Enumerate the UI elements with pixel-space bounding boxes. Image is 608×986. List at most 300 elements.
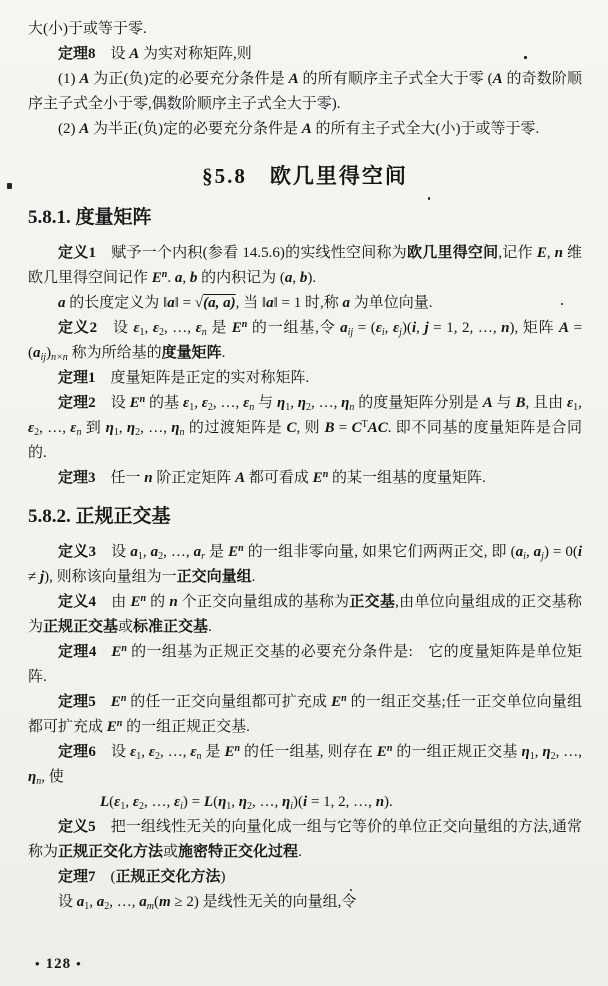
text-run: A bbox=[482, 395, 493, 411]
text-run: 的过渡矩阵是 bbox=[184, 420, 287, 436]
text-run: 的基 bbox=[145, 395, 184, 411]
text-run: B bbox=[515, 395, 526, 411]
text-run: ε bbox=[243, 395, 250, 411]
text-run: 2 bbox=[104, 901, 110, 912]
text-run: 定理1 bbox=[58, 370, 96, 386]
text-run: E bbox=[231, 320, 242, 336]
text-run: , bbox=[525, 544, 534, 560]
text-run: a bbox=[342, 295, 351, 311]
text-run: C bbox=[286, 420, 297, 436]
text-run: n bbox=[386, 743, 393, 754]
text-run: 施密特正交化过程 bbox=[178, 844, 299, 860]
text-run: 定理6 bbox=[58, 744, 96, 760]
text-run: 设 bbox=[95, 46, 130, 62]
text-run: AC bbox=[367, 420, 388, 436]
text-run: j bbox=[399, 327, 402, 338]
text-run: ε bbox=[173, 794, 181, 810]
text-run: 2 bbox=[207, 402, 213, 413]
text-run: L bbox=[203, 794, 214, 810]
text-run: 维欧几里得空间记作 bbox=[28, 245, 582, 286]
theorem-2 bbox=[28, 391, 582, 466]
text-run: 称为所给基的 bbox=[67, 345, 162, 361]
text-run: 正规正交化方法 bbox=[58, 844, 164, 860]
text-run: ( bbox=[154, 894, 159, 910]
text-run: ), 矩阵 bbox=[509, 320, 559, 336]
text-run: 1 bbox=[573, 402, 579, 413]
text-run: 正规正交基 bbox=[43, 619, 119, 635]
text-run: 定义1 bbox=[58, 245, 96, 261]
text-run: E bbox=[111, 644, 122, 660]
text-run: n bbox=[144, 470, 153, 486]
section-heading bbox=[28, 162, 582, 190]
text-run: , …, bbox=[143, 794, 174, 810]
text-run: n bbox=[238, 543, 244, 554]
text-run: 都可看成 bbox=[245, 470, 313, 486]
text-run: η bbox=[171, 420, 180, 436]
text-run: 的任一组基, 则存在 bbox=[240, 744, 377, 760]
text-run: i bbox=[381, 327, 385, 338]
text-run: 定理5 bbox=[58, 694, 96, 710]
definition-1 bbox=[28, 241, 582, 291]
text-run: 的度量矩阵分别是 bbox=[354, 395, 483, 411]
text-run: ij bbox=[347, 327, 354, 338]
text-run: ε bbox=[183, 395, 190, 411]
text-run: η bbox=[521, 744, 530, 760]
subsection-5-8-2 bbox=[28, 504, 582, 530]
text-run: ‖ = bbox=[174, 295, 195, 311]
text-run: 1 bbox=[285, 402, 291, 413]
text-run: a bbox=[284, 270, 293, 286]
text-run: a bbox=[340, 320, 348, 336]
text-run: A bbox=[492, 71, 503, 87]
text-run: = ( bbox=[353, 320, 376, 336]
text-run: 的内积记为 ( bbox=[197, 270, 285, 286]
definition-3 bbox=[28, 540, 582, 590]
text-run: (a, a) bbox=[203, 295, 236, 311]
text-run: ε bbox=[28, 420, 35, 436]
footer-bullet-left: • bbox=[35, 956, 41, 971]
text-run: 1 bbox=[136, 751, 142, 762]
text-run: A bbox=[301, 121, 312, 137]
text-run: n bbox=[554, 245, 563, 261]
definition-4 bbox=[28, 590, 582, 640]
text-run: ,由单位向量组成的正交基称为 bbox=[28, 594, 582, 635]
text-run: ), 则称该向量组为一 bbox=[44, 569, 177, 585]
text-run: 的一组非零向量, 如果它们两两正交, 即 ( bbox=[243, 544, 516, 560]
text-run: ε bbox=[190, 744, 197, 760]
text-run: η bbox=[218, 794, 227, 810]
text-run: B bbox=[324, 420, 335, 436]
text-run: 正规正交化方法 bbox=[115, 869, 221, 885]
text-run: 度量矩阵 bbox=[161, 345, 222, 361]
text-run: 2 bbox=[247, 801, 253, 812]
text-run: j bbox=[39, 569, 45, 585]
text-run: ( bbox=[109, 794, 115, 810]
text-run: r bbox=[201, 551, 205, 562]
text-run: , …, bbox=[140, 420, 172, 436]
text-run: ) = 0( bbox=[543, 544, 578, 560]
theorem-5 bbox=[28, 690, 582, 740]
text-run: A bbox=[79, 71, 90, 87]
text-run: i bbox=[411, 320, 417, 336]
text-run: a bbox=[193, 544, 202, 560]
text-run: ε bbox=[132, 794, 139, 810]
text-run: . bbox=[167, 270, 175, 286]
text-run: 定义4 bbox=[58, 594, 96, 610]
text-run: 1 bbox=[113, 427, 119, 438]
text-run: √ bbox=[194, 295, 204, 311]
text-run: i bbox=[290, 801, 294, 812]
text-run: j bbox=[541, 551, 544, 562]
theorem-8-item-1 bbox=[28, 67, 582, 117]
text-run: , bbox=[142, 544, 151, 560]
text-run: 的所有顺序主子式全大于零 ( bbox=[298, 71, 493, 87]
text-run: n bbox=[179, 427, 185, 438]
text-run: , bbox=[144, 320, 153, 336]
text-run: 是 bbox=[201, 744, 225, 760]
text-run: )( bbox=[401, 320, 412, 336]
text-run: , …, bbox=[163, 320, 196, 336]
text-run: , bbox=[290, 395, 298, 411]
text-run: n bbox=[161, 269, 168, 280]
text-run: , bbox=[194, 395, 202, 411]
text-run: 2 bbox=[138, 801, 144, 812]
text-run: 大(小)于或等于零. bbox=[28, 21, 147, 37]
text-run: T bbox=[361, 419, 368, 430]
text-run: , bbox=[125, 794, 133, 810]
text-run: 设 bbox=[95, 744, 131, 760]
text-run: n bbox=[375, 794, 385, 810]
text-run: n bbox=[501, 320, 510, 336]
text-run: 的一组基为正规正交基的必要充分条件是: 它的度量矩阵是单位矩阵. bbox=[28, 644, 582, 685]
text-run: 度量矩阵是正定的实对称矩阵. bbox=[95, 370, 310, 386]
text-run: 为实对称矩阵,则 bbox=[139, 46, 252, 62]
text-run: 由 bbox=[96, 594, 131, 610]
text-run: 1 bbox=[139, 327, 145, 338]
text-run: n bbox=[201, 327, 207, 338]
text-run: L bbox=[100, 794, 110, 810]
text-run bbox=[96, 644, 111, 660]
text-run: 的一组正规正交基. bbox=[122, 719, 250, 735]
text-run: 2 bbox=[550, 751, 556, 762]
text-run: , …, bbox=[39, 420, 71, 436]
text-run: , bbox=[182, 270, 190, 286]
text-run: a bbox=[174, 270, 183, 286]
text-run: 或 bbox=[118, 619, 134, 635]
text-run: i bbox=[577, 544, 583, 560]
text-run: , 使 bbox=[41, 769, 64, 785]
text-run: E bbox=[130, 594, 141, 610]
text-run: ε bbox=[130, 744, 137, 760]
text-run: 的一组基,令 bbox=[247, 320, 341, 336]
text-run: 1 bbox=[120, 801, 126, 812]
text-run: , …, bbox=[212, 395, 244, 411]
text-run: , bbox=[118, 420, 127, 436]
text-run: , …, bbox=[160, 744, 191, 760]
text-run: n bbox=[169, 594, 178, 610]
text-run: 2 bbox=[135, 427, 141, 438]
text-run: η bbox=[238, 794, 248, 810]
text-run: 欧几里得空间 bbox=[406, 245, 499, 261]
text-run: ε bbox=[152, 320, 159, 336]
text-run: 为半正(负)定的必要充分条件是 bbox=[89, 121, 302, 137]
scan-speck bbox=[7, 183, 12, 189]
text-run: 正交基 bbox=[349, 594, 396, 610]
text-run: i bbox=[180, 801, 183, 812]
vector-length-note bbox=[28, 291, 582, 316]
text-run: η bbox=[542, 744, 551, 760]
text-run: n bbox=[249, 402, 255, 413]
text-run: 定理4 bbox=[58, 644, 97, 660]
text-run: , bbox=[534, 744, 543, 760]
text-run: , bbox=[546, 245, 555, 261]
text-run: 5.8.1. 度量矩阵 bbox=[28, 207, 152, 228]
text-run: ). bbox=[384, 794, 393, 810]
text-run: . bbox=[221, 345, 226, 361]
theorem-8 bbox=[28, 42, 582, 67]
text-run: , 当 ‖ bbox=[235, 295, 267, 311]
text-run: , bbox=[384, 320, 393, 336]
text-run: A bbox=[79, 121, 90, 137]
text-run: E bbox=[129, 395, 140, 411]
text-run: 定理8 bbox=[58, 46, 96, 62]
text-run: ) = bbox=[182, 794, 204, 810]
text-run: η bbox=[282, 794, 291, 810]
text-run: E bbox=[224, 744, 235, 760]
text-run bbox=[96, 694, 111, 710]
theorem-7 bbox=[28, 865, 582, 890]
text-run: n bbox=[349, 402, 355, 413]
text-run: ε bbox=[133, 320, 140, 336]
text-run: a bbox=[76, 894, 85, 910]
text-run: E bbox=[312, 470, 323, 486]
text-run: , bbox=[231, 794, 239, 810]
text-run: 2 bbox=[34, 427, 40, 438]
text-run: 定义5 bbox=[58, 819, 96, 835]
scan-speck bbox=[561, 303, 563, 305]
page-number: 128 bbox=[45, 956, 72, 972]
text-run: 是 bbox=[204, 544, 229, 560]
text-run: 2 bbox=[158, 327, 164, 338]
text-run: E bbox=[151, 270, 162, 286]
text-run: a bbox=[167, 295, 175, 311]
text-run: a bbox=[515, 544, 524, 560]
text-run: n×n bbox=[51, 352, 68, 363]
text-run: ( bbox=[95, 869, 116, 885]
theorem-3 bbox=[28, 466, 582, 491]
text-run: , …, bbox=[311, 395, 342, 411]
text-run: n bbox=[139, 394, 146, 405]
text-run: ε bbox=[393, 320, 400, 336]
text-run: . bbox=[208, 619, 212, 635]
scan-speck bbox=[428, 197, 430, 200]
text-run: n bbox=[341, 693, 347, 704]
text-run: 与 bbox=[492, 395, 516, 411]
text-run: 1 bbox=[189, 402, 195, 413]
text-run: (2) bbox=[58, 121, 80, 137]
text-run: 的 bbox=[146, 594, 170, 610]
text-run: ε bbox=[114, 794, 121, 810]
text-run: (1) bbox=[58, 71, 80, 87]
text-run: , bbox=[141, 744, 149, 760]
text-run: η bbox=[105, 420, 114, 436]
text-run: 把一组线性无关的向量化成一组与它等价的单位正交向量组的方法,通常称为 bbox=[28, 819, 582, 860]
text-run: n bbox=[120, 693, 127, 704]
text-run: 2 bbox=[306, 402, 312, 413]
text-run: A bbox=[288, 71, 299, 87]
text-run: 设 bbox=[95, 395, 130, 411]
text-run: = bbox=[334, 420, 352, 436]
text-run: ε bbox=[195, 320, 202, 336]
text-run: n bbox=[322, 469, 329, 480]
text-run: 到 bbox=[81, 420, 106, 436]
text-run: A bbox=[235, 470, 246, 486]
text-run: ε bbox=[70, 420, 77, 436]
text-run: η bbox=[276, 395, 286, 411]
text-run: §5.8 欧几里得空间 bbox=[202, 164, 408, 188]
text-run: i bbox=[523, 551, 526, 562]
text-run: . 即不同基的度量矩阵是合同的. bbox=[28, 420, 582, 461]
text-run: 1 bbox=[84, 901, 90, 912]
text-run: m bbox=[146, 901, 154, 912]
text-run: 任一 bbox=[95, 470, 145, 486]
text-run: , 且由 bbox=[525, 395, 568, 411]
text-run: 1 bbox=[529, 751, 535, 762]
text-run: . bbox=[251, 569, 256, 585]
text-run: η bbox=[297, 395, 307, 411]
text-run: a bbox=[266, 295, 274, 311]
text-run: i bbox=[303, 794, 308, 810]
text-run: η bbox=[126, 420, 136, 436]
text-run: E bbox=[376, 744, 387, 760]
text-run: , 则 bbox=[296, 420, 325, 436]
text-run: n bbox=[36, 776, 42, 787]
text-run: , …, bbox=[555, 744, 583, 760]
footer-bullet-right: • bbox=[76, 956, 82, 971]
text-run: ‖ = 1 时,称 bbox=[273, 295, 343, 311]
scan-speck bbox=[524, 56, 527, 59]
text-run: A bbox=[129, 46, 140, 62]
text-run: , …, bbox=[252, 794, 283, 810]
text-run: ≠ bbox=[28, 569, 40, 585]
text-run: 的奇数阶顺序主子式全小于零,偶数阶顺序主子式全大于零). bbox=[28, 71, 582, 112]
text-run: 阶正定矩阵 bbox=[152, 470, 236, 486]
text-run: a bbox=[33, 345, 41, 361]
text-run: 个正交向量组成的基称为 bbox=[177, 594, 350, 610]
text-run: n bbox=[196, 751, 202, 762]
text-run: )( bbox=[293, 794, 304, 810]
text-run: 设 bbox=[58, 894, 77, 910]
text-run: , bbox=[89, 894, 97, 910]
definition-5 bbox=[28, 815, 582, 865]
theorem-1 bbox=[28, 366, 582, 391]
text-run: 与 bbox=[254, 395, 277, 411]
text-run: A bbox=[558, 320, 569, 336]
text-run: ,记作 bbox=[498, 245, 537, 261]
text-run: 为正(负)定的必要充分条件是 bbox=[89, 71, 289, 87]
text-run: n bbox=[76, 427, 82, 438]
page-footer bbox=[30, 956, 87, 973]
text-run: a bbox=[58, 295, 66, 311]
text-run: = ( bbox=[28, 320, 583, 361]
text-run: 2 bbox=[155, 751, 161, 762]
text-run: E bbox=[331, 694, 342, 710]
intro-continuation bbox=[28, 17, 582, 42]
text-run: 定理2 bbox=[58, 395, 96, 411]
text-run: n bbox=[241, 319, 248, 330]
theorem-4 bbox=[28, 640, 582, 690]
text-run: j bbox=[424, 320, 429, 336]
text-run: m bbox=[159, 894, 171, 910]
text-run: 赋予一个内积(参看 14.5.6)的实线性空间称为 bbox=[95, 245, 407, 261]
text-run: ≥ 2) 是线性无关的向量组,令 bbox=[170, 894, 357, 910]
text-run: ε bbox=[567, 395, 574, 411]
text-run: η bbox=[341, 395, 350, 411]
text-run: ) bbox=[46, 345, 52, 361]
subsection-5-8-1 bbox=[28, 205, 582, 231]
text-run: = 1, 2, …, bbox=[307, 794, 376, 810]
text-run: ε bbox=[375, 320, 382, 336]
scan-speck bbox=[350, 889, 352, 891]
text-run: n bbox=[121, 643, 127, 654]
text-run: ( bbox=[213, 794, 219, 810]
text-run: E bbox=[110, 694, 121, 710]
text-run: 为单位向量. bbox=[350, 295, 433, 311]
text-run: , bbox=[416, 320, 425, 336]
text-run: 或 bbox=[163, 844, 179, 860]
text-run: a bbox=[96, 894, 105, 910]
text-run: 的所有主子式全大(小)于或等于零. bbox=[311, 121, 540, 137]
text-run: 设 bbox=[95, 544, 131, 560]
text-run: 的某一组基的度量矩阵. bbox=[328, 470, 486, 486]
orthonormalization-formula bbox=[28, 790, 582, 815]
text-run: 定义2 bbox=[58, 320, 98, 336]
text-run: ). bbox=[307, 270, 317, 286]
text-run: C bbox=[351, 420, 362, 436]
text-run: 是 bbox=[206, 320, 232, 336]
definition-2 bbox=[28, 316, 582, 366]
text-run: . bbox=[298, 844, 302, 860]
text-run: n bbox=[234, 743, 241, 754]
text-run: 标准正交基 bbox=[133, 619, 209, 635]
text-run: a bbox=[533, 544, 542, 560]
text-run: 1 bbox=[137, 551, 143, 562]
text-run: n bbox=[116, 718, 123, 729]
text-run: ) bbox=[220, 869, 226, 885]
theorem-6 bbox=[28, 740, 582, 790]
text-run: 的任一正交向量组都可扩充成 bbox=[126, 694, 332, 710]
text-run: , bbox=[292, 270, 300, 286]
text-run: 定理3 bbox=[58, 470, 96, 486]
text-run: b bbox=[299, 270, 308, 286]
text-run: 定义3 bbox=[58, 544, 96, 560]
text-run: 2 bbox=[158, 551, 164, 562]
text-run: b bbox=[189, 270, 198, 286]
text-run: , …, bbox=[163, 544, 194, 560]
text-run: = 1, 2, …, bbox=[428, 320, 502, 336]
text-run: ij bbox=[40, 352, 47, 363]
text-run: a bbox=[150, 544, 159, 560]
text-run: ε bbox=[201, 395, 208, 411]
text-run: 的一组正交基;任一正交单位向量组都可扩充成 bbox=[28, 694, 582, 735]
text-run: a bbox=[130, 544, 138, 560]
text-run: 5.8.2. 正规正交基 bbox=[28, 506, 171, 527]
text-run: ε bbox=[148, 744, 156, 760]
text-run: 正交向量组 bbox=[176, 569, 252, 585]
text-run: 的一组正规正交基 bbox=[392, 744, 522, 760]
text-run: 的长度定义为 ‖ bbox=[65, 295, 168, 311]
text-run: E bbox=[106, 719, 117, 735]
